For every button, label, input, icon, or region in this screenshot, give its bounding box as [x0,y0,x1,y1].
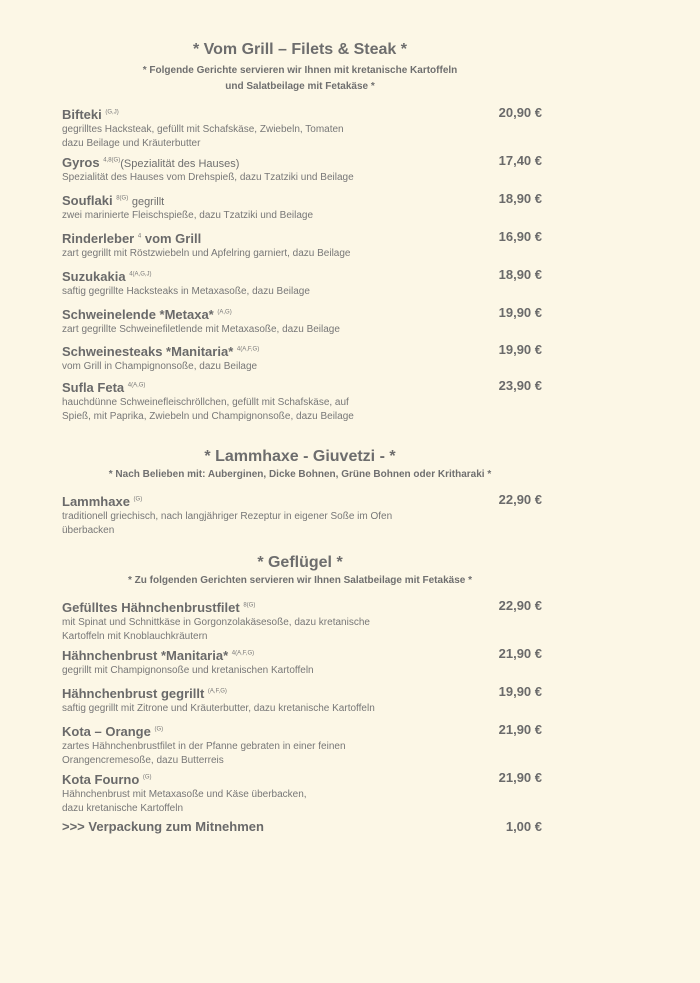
allergen-code: 4(A,G) [127,383,146,389]
menu-item-bifteki [62,104,542,151]
section-gefluegel [0,553,700,589]
item-description: gegrilltes Hacksteak, gefüllt mit Schafskäse, Zwiebeln, Tomaten dazu Beilage und Kräuterbutter [62,124,344,149]
menu-item-suzukakia [62,266,542,299]
allergen-code: (G,J) [105,110,119,116]
section-lammhaxe [0,447,700,483]
allergen-code: 4 [137,234,142,240]
allergen-code: 8(G) [116,196,129,202]
section-title: * Geflügel * [257,554,343,571]
item-description: saftig gegrillte Hacksteaks in Metaxasoße, dazu Beilage [62,286,310,297]
item-description: hauchdünne Schweinefleischröllchen, gefüllt mit Schafskäse, auf Spieß, mit Paprika, Zwiebeln und Champignonsoße, dazu Beilage [62,397,354,422]
item-price: 20,90 € [498,105,542,120]
menu-item-kota-orange [62,721,542,768]
menu-item-haehnchenbrust-manitaria [62,645,542,678]
item-description: saftig gegrillt mit Zitrone und Kräuterbutter, dazu kretanische Kartoffeln [62,703,375,714]
section-title: * Lammhaxe - Giuvetzi - * [204,448,396,465]
allergen-code: (G) [154,727,164,733]
item-description: vom Grill in Champignonsoße, dazu Beilage [62,361,258,372]
item-price: 16,90 € [498,229,542,244]
item-name: Schweinelende *Metaxa* [62,307,214,323]
item-name: Hähnchenbrust *Manitaria* [62,648,229,664]
section-note: * Folgende Gerichte servieren wir Ihnen mit kretanische Kartoffeln [142,65,458,76]
item-name: Kota – Orange [62,724,151,740]
menu-item-haehnchenbrust-gegrillt [62,683,542,716]
item-name: Rinderleber [62,231,135,247]
allergen-code: (A,F,G) [207,689,227,695]
item-price: 21,90 € [498,646,542,661]
item-name: >>> Verpackung zum Mitnehmen [62,819,264,834]
item-note: gegrillt [131,196,165,209]
menu-item-sufla-feta [62,377,542,424]
item-description: traditionell griechisch, nach langjähriger Rezeptur in eigener Soße im Ofen überbacken [62,511,393,536]
item-name: Souflaki [62,193,113,209]
menu-item-schweinesteaks [62,341,542,374]
section-title: * Vom Grill – Filets & Steak * [193,41,407,58]
item-description: Hähnchenbrust mit Metaxasoße und Käse überbacken, dazu kretanische Kartoffeln [62,789,307,814]
item-price: 21,90 € [498,770,542,785]
section-note: und Salatbeilage mit Fetakäse * [225,81,375,92]
item-description: gegrillt mit Champignonsoße und kretanischen Kartoffeln [62,665,314,676]
item-description: Spezialität des Hauses vom Drehspieß, dazu Tzatziki und Beilage [62,172,354,183]
item-price: 1,00 € [505,819,542,834]
item-price: 19,90 € [498,305,542,320]
allergen-code: (G) [142,775,152,781]
menu-item-kota-fourno [62,769,542,816]
item-price: 19,90 € [498,684,542,699]
item-price: 19,90 € [498,342,542,357]
menu-item-rinderleber [62,228,542,261]
item-note: (Spezialität des Hauses) [120,158,240,171]
allergen-code: 4,8(G) [103,158,121,164]
item-name: Gyros [62,155,100,171]
item-name-suffix: vom Grill [144,231,202,247]
item-price: 22,90 € [498,492,542,507]
item-description: mit Spinat und Schnittkäse in Gorgonzolakäsesoße, dazu kretanische Kartoffeln mit Knoblauchkräutern [62,617,370,642]
item-price: 17,40 € [498,153,542,168]
menu-item-verpackung [62,818,542,836]
item-description: zart gegrillte Schweinefiletlende mit Metaxasoße, dazu Beilage [62,324,340,335]
item-name: Kota Fourno [62,772,140,788]
menu-item-gefuelltes-haehnchenbrustfilet [62,597,542,644]
menu-item-souflaki [62,190,542,223]
item-description: zwei marinierte Fleischspieße, dazu Tzatziki und Beilage [62,210,314,221]
allergen-code: (G) [133,497,143,503]
allergen-code: 4(A,G,J) [129,272,152,278]
item-description: zart gegrillt mit Röstzwiebeln und Apfelring garniert, dazu Beilage [62,248,351,259]
item-description: zartes Hähnchenbrustfilet in der Pfanne gebraten in einer feinen Orangencremesoße, dazu Butterreis [62,741,346,766]
item-price: 23,90 € [498,378,542,393]
allergen-code: 4(A,F,G) [236,347,260,353]
item-name: Gefülltes Hähnchenbrustfilet [62,600,240,616]
item-name: Hähnchenbrust gegrillt [62,686,205,702]
item-name: Suzukakia [62,269,126,285]
allergen-code: 4(A,F,G) [231,651,255,657]
allergen-code: 8(G) [243,603,256,609]
item-name: Sufla Feta [62,380,125,396]
item-price: 21,90 € [498,722,542,737]
section-note: * Nach Belieben mit: Auberginen, Dicke Bohnen, Grüne Bohnen oder Kritharaki * [108,469,492,480]
section-grill [0,40,700,95]
menu-item-lammhaxe [62,491,542,538]
menu-item-gyros [62,152,542,185]
menu-item-schweinelende [62,304,542,337]
item-price: 22,90 € [498,598,542,613]
item-name: Lammhaxe [62,494,130,510]
section-note: * Zu folgenden Gerichten servieren wir Ihnen Salatbeilage mit Fetakäse * [128,575,472,586]
item-name: Bifteki [62,107,102,123]
item-name: Schweinesteaks *Manitaria* [62,344,234,360]
allergen-code: (A,G) [217,310,232,316]
item-price: 18,90 € [498,267,542,282]
item-price: 18,90 € [498,191,542,206]
